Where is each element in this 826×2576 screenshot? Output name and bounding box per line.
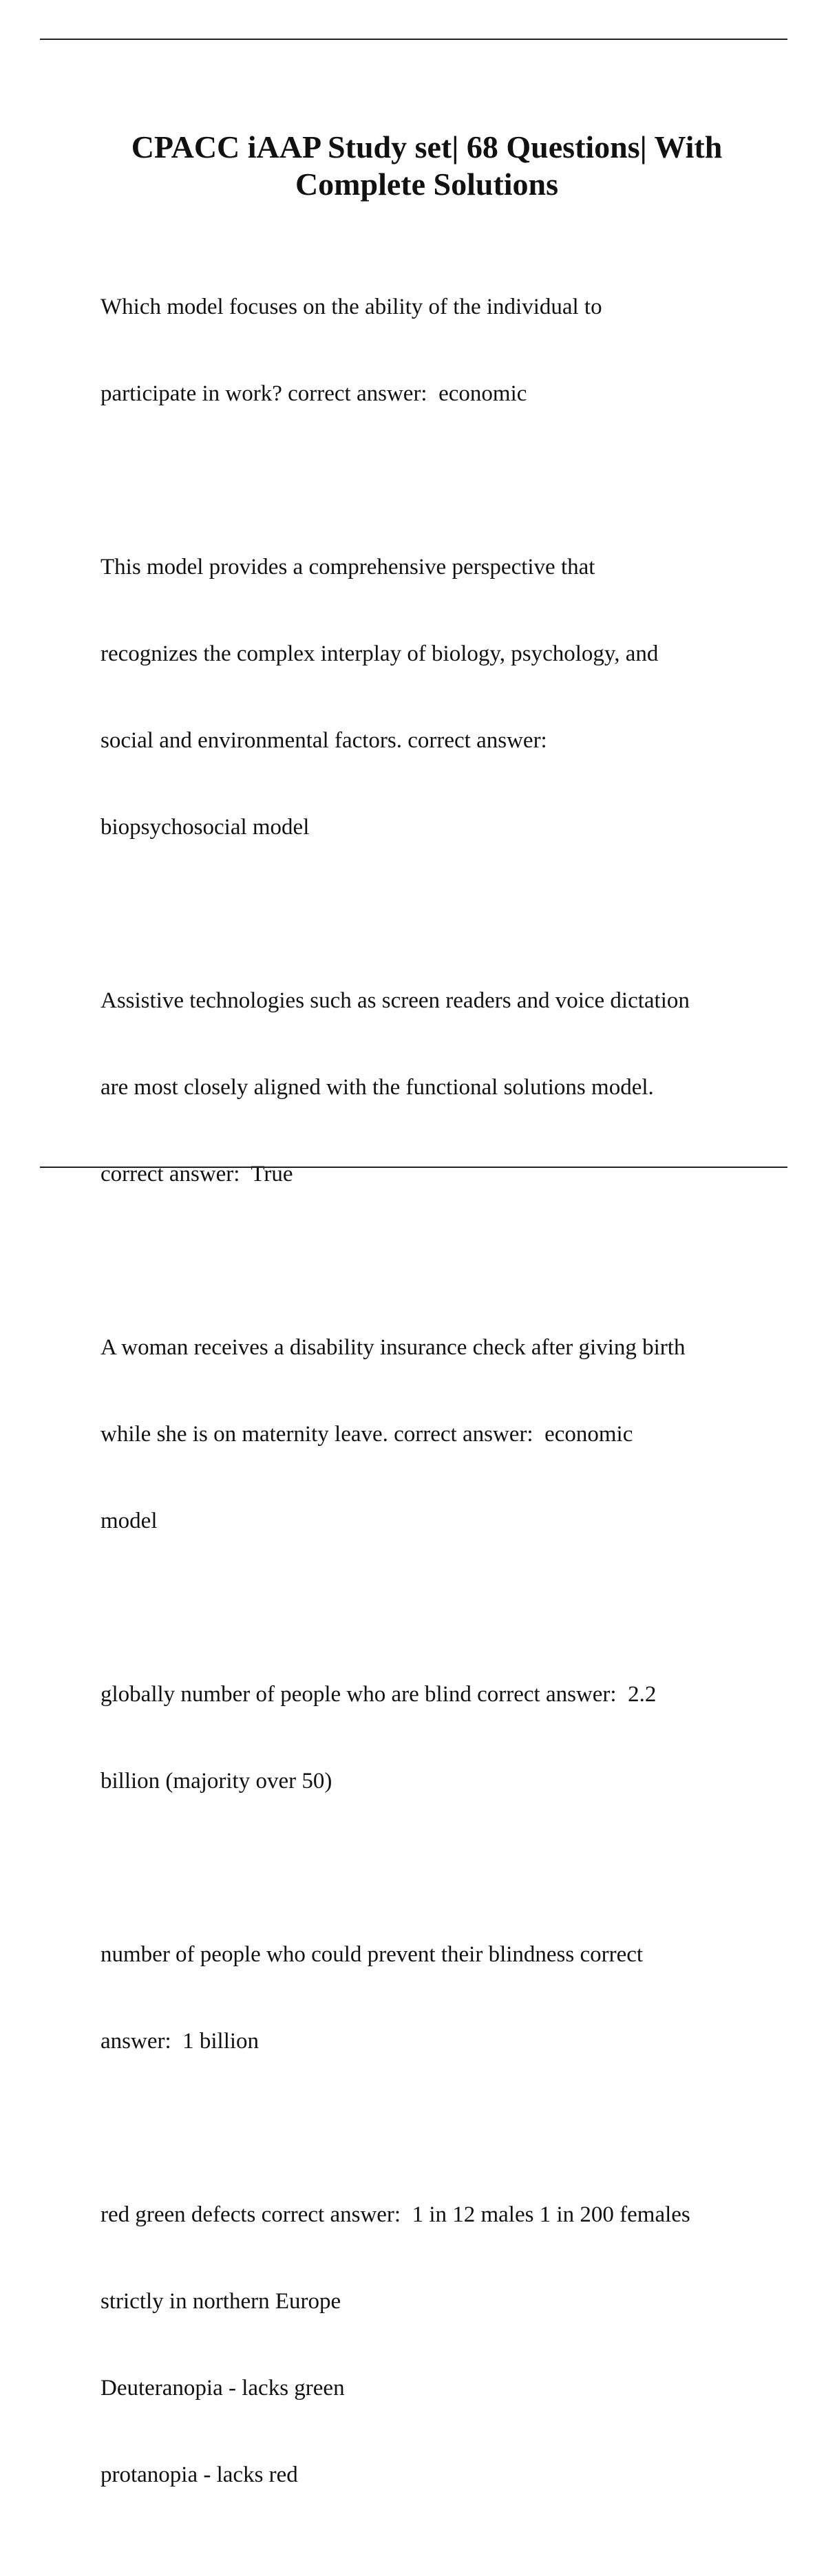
- qa-line: while she is on maternity leave. correct answer: economic: [100, 1422, 633, 1447]
- qa-line: Which model focuses on the ability of the individual to: [100, 295, 602, 319]
- qa-line: model: [100, 1509, 158, 1533]
- qa-line: social and environmental factors. correct answer:: [100, 728, 547, 753]
- qa-entry: [100, 495, 789, 900]
- title-line-2: Complete Solutions: [295, 167, 559, 202]
- top-rule: [40, 39, 787, 40]
- qa-line: are most closely aligned with the functional solutions model.: [100, 1075, 654, 1100]
- qa-line: recognizes the complex interplay of biology, psychology, and: [100, 641, 659, 666]
- qa-entry: [100, 1275, 789, 1593]
- qa-entry: [100, 2142, 789, 2547]
- qa-line: This model provides a comprehensive perspective that: [100, 555, 595, 579]
- document-title: [69, 129, 785, 203]
- qa-line: red green defects correct answer: 1 in 12 males 1 in 200 females: [100, 2202, 690, 2227]
- qa-entry: [100, 235, 789, 466]
- qa-line: A woman receives a disability insurance check after giving birth: [100, 1335, 686, 1360]
- qa-line: globally number of people who are blind correct answer: 2.2: [100, 1682, 657, 1707]
- title-line-1: CPACC iAAP Study set| 68 Questions| With: [131, 129, 723, 164]
- bottom-rule: [40, 1167, 787, 1168]
- qa-line: biopsychosocial model: [100, 815, 310, 840]
- qa-line: Assistive technologies such as screen readers and voice dictation: [100, 988, 690, 1013]
- qa-line: Deuteranopia - lacks green: [100, 2376, 345, 2401]
- qa-line: billion (majority over 50): [100, 1769, 332, 1793]
- qa-entry: [100, 1882, 789, 2114]
- qa-line: strictly in northern Europe: [100, 2289, 341, 2314]
- qa-entry: [100, 1622, 789, 1853]
- qa-entry: [100, 928, 789, 1246]
- qa-line: correct answer: True: [100, 1162, 293, 1186]
- qa-line: number of people who could prevent their blindness correct: [100, 1942, 644, 1967]
- qa-line: participate in work? correct answer: economic: [100, 381, 527, 406]
- qa-line: protanopia - lacks red: [100, 2462, 298, 2487]
- qa-line: answer: 1 billion: [100, 2029, 260, 2054]
- qa-list: [100, 235, 789, 2576]
